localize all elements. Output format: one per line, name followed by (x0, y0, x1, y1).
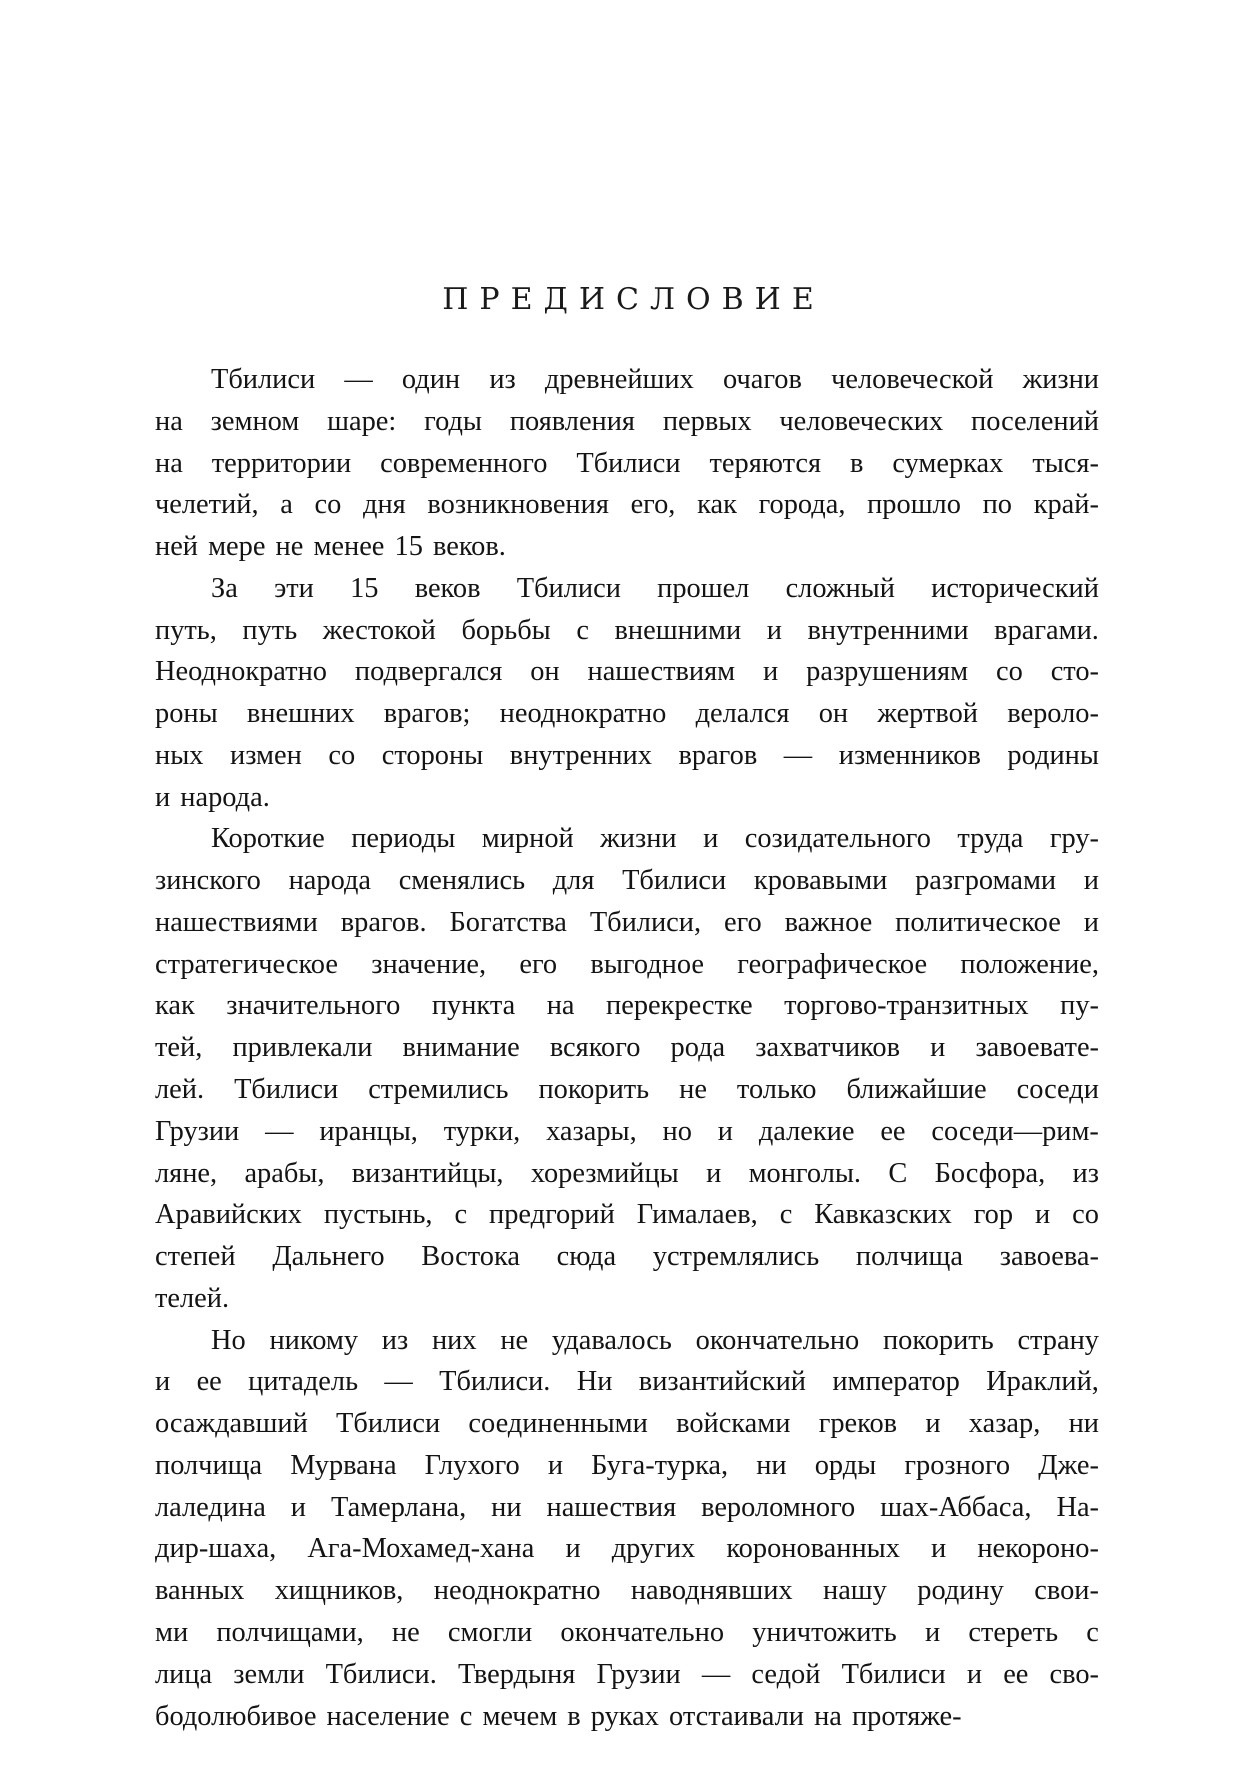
text-line: Короткие периоды мирной жизни и созидательного труда гру- (211, 823, 1099, 855)
text-line: Аравийских пустынь, с предгорий Гималаев, с Кавказских гор и со (155, 1199, 1099, 1231)
text-line: бодолюбивое население с мечем в руках отстаивали на протяже- (155, 1700, 962, 1732)
text-line: как значительного пункта на перекрестке торгово-транзитных пу- (155, 990, 1099, 1022)
text-line: полчища Мурвана Глухого и Буга-турка, ни орды грозного Дже- (155, 1449, 1099, 1481)
text-line: лаледина и Тамерлана, ни нашествия вероломного шах-Аббаса, На- (155, 1491, 1099, 1523)
text-line: ных измен со стороны внутренних врагов — изменников родины (155, 739, 1099, 771)
body-text (155, 359, 1099, 1737)
text-line: Но никому из них не удавалось окончательно покорить страну (211, 1324, 1099, 1356)
text-line: Тбилиси — один из древнейших очагов человеческой жизни (211, 364, 1099, 395)
text-line: телей. (155, 1282, 230, 1314)
text-line: За эти 15 веков Тбилиси прошел сложный исторический (211, 572, 1099, 604)
text-line: ми полчищами, не смогли окончательно уничтожить и стереть с (155, 1616, 1099, 1648)
text-line: лица земли Тбилиси. Твердыня Грузии — седой Тбилиси и ее сво- (155, 1658, 1099, 1690)
page-title: ПРЕДИСЛОВИЕ (442, 282, 825, 317)
text-line: лей. Тбилиси стремились покорить не только ближайшие соседи (155, 1074, 1099, 1106)
text-line: Неоднократно подвергался он нашествиям и разрушениям со сто- (155, 656, 1099, 688)
text-line: степей Дальнего Востока сюда устремлялись полчища завоева- (155, 1241, 1099, 1273)
text-line: и ее цитадель — Тбилиси. Ни византийский император Ираклий, (155, 1366, 1099, 1398)
text-line: и народа. (155, 781, 270, 813)
text-line: осаждавший Тбилиси соединенными войсками греков и хазар, ни (155, 1408, 1099, 1440)
text-line: Грузии — иранцы, турки, хазары, но и далекие ее соседи—рим- (155, 1115, 1099, 1147)
text-line: зинского народа сменялись для Тбилиси кровавыми разгромами и (155, 865, 1099, 897)
text-line: роны внешних врагов; неоднократно делался он жертвой вероло- (155, 698, 1099, 730)
text-line: тей, привлекали внимание всякого рода захватчиков и завоевате- (155, 1032, 1099, 1064)
text-line: дир-шаха, Ага-Мохамед-хана и других коронованных и некороно- (155, 1533, 1099, 1565)
text-line: ней мере не менее 15 веков. (155, 531, 506, 563)
text-line: на земном шаре: годы появления первых человеческих поселений (155, 405, 1099, 437)
text-line: ванных хищников, неоднократно наводнявших нашу родину свои- (155, 1575, 1099, 1607)
text-line: стратегическое значение, его выгодное географическое положение, (155, 948, 1099, 980)
text-line: путь, путь жестокой борьбы с внешними и внутренними врагами. (155, 614, 1099, 646)
text-line: нашествиями врагов. Богатства Тбилиси, его важное политическое и (155, 906, 1099, 938)
text-line: челетий, а со дня возникновения его, как города, прошло по край- (155, 489, 1099, 521)
text-line: на территории современного Тбилиси теряются в сумерках тыся- (155, 447, 1099, 479)
text-line: ляне, арабы, византийцы, хорезмийцы и монголы. С Босфора, из (155, 1157, 1099, 1189)
